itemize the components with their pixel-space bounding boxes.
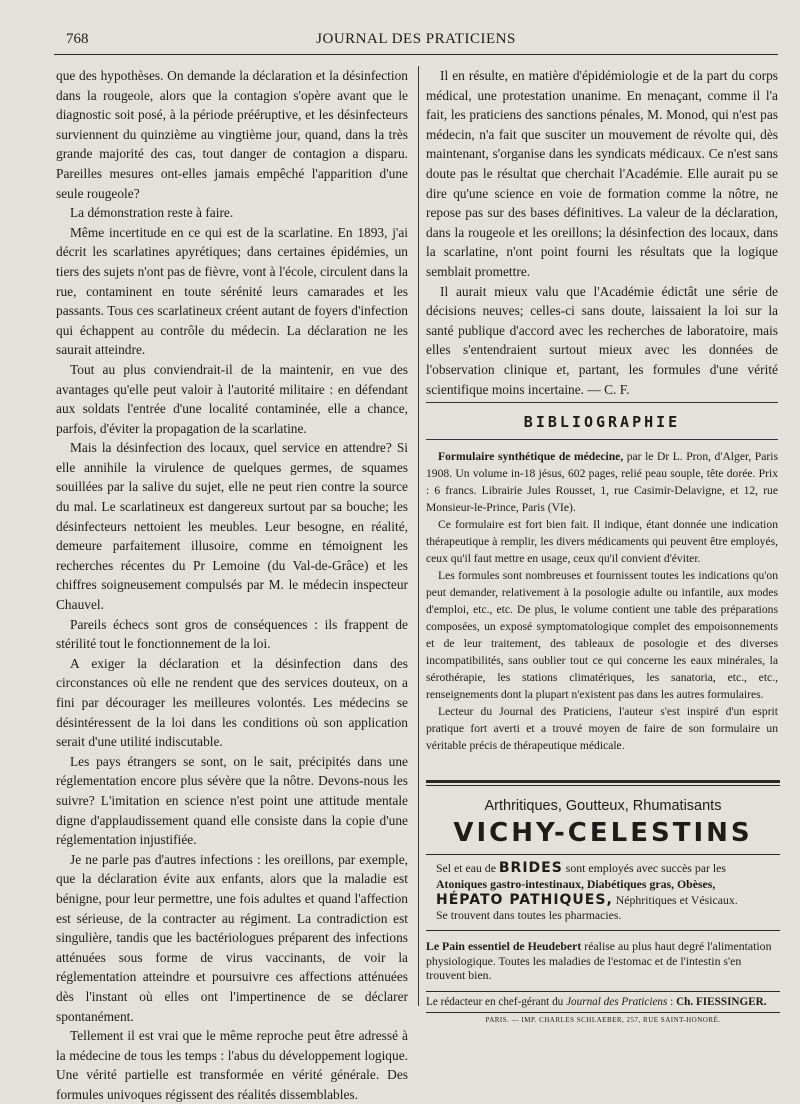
divider (426, 402, 778, 403)
divider (426, 930, 780, 931)
paragraph: Il aurait mieux valu que l'Académie édictât une série de décisions neuves; celles-ci sans doute, laissaient la loi sur la santé publique d'accord avec les recherches de laboratoire, mais elles s'entendraient surtout mieux avec les données de l'observation clinique et, partant, les formules d'une vérité scientifique moins incertaine. — C. F. (426, 283, 778, 397)
editor-line: Le rédacteur en chef-gérant du Journal des Praticiens : Ch. FIESSINGER. (426, 995, 767, 1008)
divider (426, 439, 778, 440)
column-divider (418, 66, 419, 1006)
entry-title: Formulaire synthétique de médecine, (438, 450, 624, 463)
divider (426, 1012, 780, 1013)
heudebert-bold: Le Pain essentiel de Heudebert (426, 939, 582, 954)
paragraph: Pareils échecs sont gros de conséquences : ils frappent de stérilité tout le fonctionnement de la loi. (56, 616, 408, 652)
entry-reference: par le Dr L. Pron, d'Alger, Paris 1908. Un volume in-18 jésus, 602 pages, relié peau souple, tête dorée. Prix : 6 francs. Librairie Jules Rousset, 1, rue Casimir-Delavigne, et 12, rue Monsieur-le-Prince, Paris (VIe). (426, 450, 778, 514)
ad-brand: VICHY-CELESTINS (453, 818, 753, 848)
ad-subtitle: Arthritiques, Goutteux, Rhumatisants (484, 798, 722, 814)
paragraph: que des hypothèses. On demande la déclaration et la désinfection dans la rougeole, alors que la contagion s'opère avant que le diagnostic soit posé, à la période prééruptive, et les désinfecteurs surviennent du quinzième au vingtième jour, quand, dans la très grande majorité des cas, tout danger de contagion a disparu. Pareilles mesures ont-elles jamais empêché l'apparition d'une seule rougeole? (56, 68, 408, 201)
ad-line: Sel et eau de BRIDES sont employés avec succès par les (436, 860, 726, 876)
left-column (56, 66, 408, 1104)
bibliography-entry (426, 448, 778, 516)
hepato-text: HÉPATO PATHIQUES, (436, 891, 613, 908)
divider (426, 785, 780, 786)
paragraph: Les pays étrangers se sont, on le sait, précipités dans une réglementation encore plus sévère que la nôtre. Devons-nous les suivre? L'imitation en science n'est point une attitude mentale digne d'applaudissement quand elle consiste dans la copie d'une réglementation injustifiée. (56, 753, 408, 848)
right-column (426, 66, 778, 399)
ad-text (426, 861, 780, 924)
paragraph: Tout au plus conviendrait-il de la maintenir, en vue des avantages qu'elle peut valoir à l'autorité militaire : en défendant aux soldats l'entrée d'une localité contaminée, elle a chance, parfois, d'éviter la propagation de la scarlatine. (56, 361, 408, 436)
ad-line: Atoniques gastro-intestinaux, Diabétiques gras, Obèses, (436, 876, 716, 891)
ad-line: HÉPATO PATHIQUES, Néphritiques et Vésicaux. (436, 891, 738, 908)
paragraph: La démonstration reste à faire. (70, 205, 234, 221)
paragraph: Mais la désinfection des locaux, quel service en attendre? Si elle annihile la virulence de quelques germes, de squames souillées par la salive du sujet, elle ne peut rien contre la source du mal. Le scarlatineux est dangereux surtout par sa bouche; les désinfecteurs nettoient les meubles. Leur besogne, en réalité, demeure parfaitement illusoire, comme en témoignent les recherches récentes du Pr Lemoine (du Val-de-Grâce) et les chiffres soigneusement compulsés par M. le médecin inspecteur Chauvel. (56, 440, 408, 613)
page-number: 768 (66, 31, 89, 47)
bibliography-section (426, 402, 778, 754)
advertisement (426, 780, 780, 1024)
heudebert-notice: Le Pain essentiel de Heudebert réalise au plus haut degré l'alimentation physiologique. Toutes les maladies de l'estomac et de l'intestin s'en trouvent bien. (426, 939, 772, 983)
paragraph: Il en résulte, en matière d'épidémiologie et de la part du corps médical, une protestation unanime. En menaçant, comme il l'a fait, les praticiens des sanctions pénales, M. Monod, qui n'est pas médecin, n'a fait que susciter un mouvement de révolte qui, dès maintenant, s'organise dans les syndicats médicaux. Ce n'est sans doute pas le résultat que cherchait l'Académie. Elle aurait pu se dire qu'une science en voie de formation comme la nôtre, ne repose pas sur des bases définitives. La valeur de la déclaration, dans la rougeole et les oreillons; la désinfection des locaux, dans la scarlatine, n'ont point fourni les résultats que la logique semblait promettre. (426, 68, 778, 279)
page-header (54, 28, 778, 55)
journal-title: JOURNAL DES PRATICIENS (316, 31, 516, 47)
paragraph: Même incertitude en ce qui est de la scarlatine. En 1893, j'ai décrit les scarlatines apyrétiques; dans certaines épidémies, un tiers des sujets n'ont pas de fièvre, vont à l'école, circulent dans la rue, contaminent en toute sérénité leurs camarades et les passants. Tous ces scarlatineux créent autant de foyers d'infection qui échappent au contrôle du médecin. La déclaration ne les saurait atteindre. (56, 224, 408, 358)
printer-line: PARIS. — IMP. CHARLES SCHLAEBER, 257, RUE SAINT-HONORÉ. (485, 1015, 721, 1024)
ad-line: Se trouvent dans toutes les pharmacies. (436, 908, 622, 923)
divider (426, 991, 780, 992)
bibliography-text (426, 448, 778, 754)
divider (426, 780, 780, 783)
paragraph: Ce formulaire est fort bien fait. Il indique, étant donnée une indication thérapeutique à remplir, les divers médicaments qui peuvent être employés, ceux qu'il faut mettre en usage, ceux qu'il convient d'éviter. (426, 518, 778, 565)
divider (426, 854, 780, 855)
paragraph: Je ne parle pas d'autres infections : les oreillons, par exemple, que la déclaration évite aux enfants, alors que la maladie est bénigne, pour leur permettre, une fois adultes et quand l'affection est sérieuse, de la contracter au régiment. La contradiction est singulière, tandis que les bactériologues préparent des infections atténuées sous forme de virus vaccinants, de voir la réglementation atteindre et poursuivre ces affections atténuées dès l'instant où elles ont l'impertinence de se déclarer spontanément. (56, 851, 408, 1024)
paragraph: Les formules sont nombreuses et fournissent toutes les indications qu'on peut demander, relativement à la posologie adulte ou infantile, aux modes d'emploi, etc., etc. De plus, le volume contient une table des préparations composées, un exposé symptomatologique complet des empoisonnements et de leur traitement, des tableaux de posologie et des diverses incompatibilités, sans oublier tout ce qui concerne les eaux minérales, la sérothérapie, les stations climatériques, les sanatoria, etc., etc., renseignements dont la plupart n'existent pas dans les autres formulaires. (426, 569, 778, 701)
paragraph: A exiger la déclaration et la désinfection dans des circonstances où elle ne rendent que des services douteux, on a fini par décourager les meilleures volontés. Les médecins se désintéressent de la loi dans les conditions où son application serait d'une utilité indiscutable. (56, 655, 408, 750)
paragraph: Tellement il est vrai que le même reproche peut être adressé à la médecine de tous les temps : l'abus du développement logique. Une vérité partielle est transformée en vérité générale. Des formules univoques régissent des réalités dissemblables. (56, 1028, 408, 1102)
brides-name: BRIDES (498, 860, 563, 876)
paragraph: Lecteur du Journal des Praticiens, l'auteur s'est inspiré d'un esprit pratique fort averti et a trouvé moyen de faire de son formulaire un véritable précis de thérapeutique médicale. (426, 705, 778, 752)
bibliography-heading: BIBLIOGRAPHIE (523, 413, 681, 431)
